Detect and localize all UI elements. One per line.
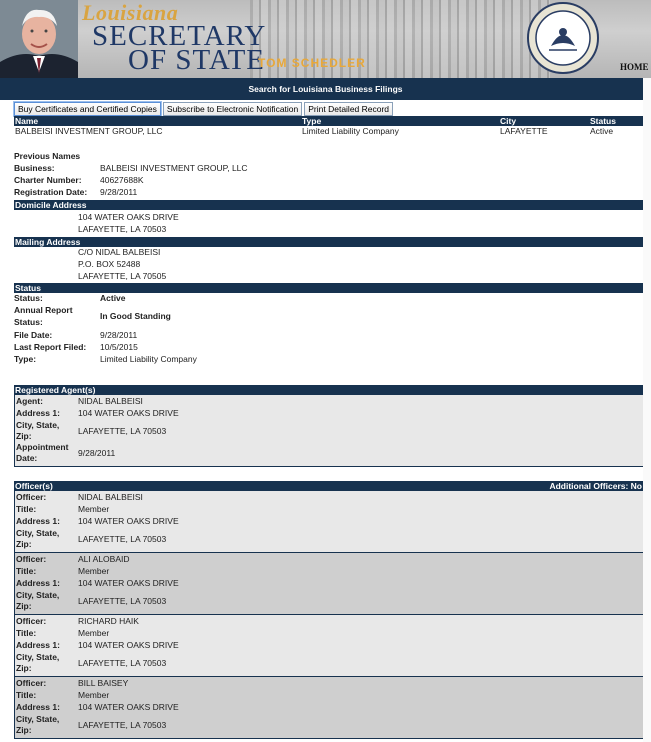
officer-label: Officer: [16,492,47,502]
officer-title-label: Title: [16,566,37,576]
summary-status: Active [590,126,614,136]
charter-value: 40627688K [100,175,144,185]
print-record-button[interactable]: Print Detailed Record [304,102,393,116]
registered-agent-header: Registered Agent(s) [14,385,645,395]
officer-csz-label-1: City, State, [16,714,60,724]
officer-title: Member [78,566,110,576]
officer-address: 104 WATER OAKS DRIVE [78,702,179,712]
agent-name: NIDAL BALBEISI [78,396,143,406]
officer-title: Member [78,628,110,638]
officer-csz-label-2: Zip: [16,663,32,673]
officer-address-label: Address 1: [16,702,60,712]
last-report-label: Last Report Filed: [14,342,87,352]
file-date-value: 9/28/2011 [100,330,138,340]
officers-box [14,491,645,739]
agent-csz-label-2: Zip: [16,431,32,441]
agent-card [15,395,644,466]
officer-address-label: Address 1: [16,578,60,588]
officer-address: 104 WATER OAKS DRIVE [78,516,179,526]
officer-csz-label-1: City, State, [16,590,60,600]
annual-report-value: In Good Standing [100,311,171,321]
charter-label: Charter Number: [14,175,82,185]
status-header: Status [14,283,645,293]
agent-appointment-label-1: Appointment [16,442,69,452]
officer-csz-label-2: Zip: [16,725,32,735]
business-value: BALBEISI INVESTMENT GROUP, LLC [100,163,248,173]
additional-officers: Additional Officers: No [549,481,642,491]
officer-address: 104 WATER OAKS DRIVE [78,640,179,650]
officer-name: ALI ALOBAID [78,554,130,564]
registered-agent-box [14,395,645,467]
summary-data-row [14,126,645,137]
status-label: Status: [14,293,43,303]
officer-csz-label-2: Zip: [16,601,32,611]
domicile-line1: 104 WATER OAKS DRIVE [78,212,179,222]
domicile-line2: LAFAYETTE, LA 70503 [78,224,167,234]
action-buttons [14,101,645,116]
header-title-line1: SECRETARY [92,20,267,52]
record-content [14,101,645,739]
officer-name: NIDAL BALBEISI [78,492,143,502]
officer-title: Member [78,504,110,514]
mailing-address-section [14,247,645,283]
col-name-header: Name [15,116,39,126]
officer-name: BILL BAISEY [78,678,129,688]
officer-title: Member [78,690,110,700]
header-title-line2: OF STATE [128,44,265,76]
state-seal-icon [527,2,599,74]
file-date-label: File Date: [14,330,53,340]
officer-csz: LAFAYETTE, LA 70503 [78,534,167,544]
mailing-address-header: Mailing Address [14,237,645,247]
officer-card [15,553,644,615]
status-section [14,293,645,379]
summary-name: BALBEISI INVESTMENT GROUP, LLC [15,126,163,136]
header-script-title: Louisiana [82,0,179,25]
summary-city: LAFAYETTE [500,126,548,136]
home-link[interactable]: HOME [620,62,649,72]
officer-title-label: Title: [16,690,37,700]
agent-appointment-label-2: Date: [16,453,38,463]
agent-csz-label-1: City, State, [16,420,60,430]
type-label: Type: [14,354,37,364]
registration-value: 9/28/2011 [100,187,138,197]
officer-card [15,491,644,553]
agent-csz: LAFAYETTE, LA 70503 [78,426,167,436]
summary-header-row [14,116,645,126]
officer-name: RICHARD HAIK [78,616,139,626]
col-type-header: Type [302,116,322,126]
summary-type: Limited Liability Company [302,126,399,136]
col-city-header: City [500,116,517,126]
officer-address-label: Address 1: [16,640,60,650]
agent-address-label: Address 1: [16,408,60,418]
officer-csz-label-1: City, State, [16,528,60,538]
officer-card [15,677,644,739]
annual-report-label-2: Status: [14,317,43,327]
status-value: Active [100,293,126,303]
officer-label: Officer: [16,554,47,564]
officer-csz-label-2: Zip: [16,539,32,549]
subscribe-notification-button[interactable]: Subscribe to Electronic Notification [163,102,302,116]
type-value: Limited Liability Company [100,354,197,364]
officers-header [14,481,645,491]
agent-appointment-date: 9/28/2011 [78,448,116,458]
officer-title-label: Title: [16,504,37,514]
officer-label: Officer: [16,616,47,626]
officer-csz: LAFAYETTE, LA 70503 [78,658,167,668]
previous-names-title: Previous Names [14,151,81,161]
officer-label: Officer: [16,678,47,688]
domicile-address-section [14,213,645,237]
officer-title-label: Title: [16,628,37,638]
registration-label: Registration Date: [14,187,88,197]
col-status-header: Status [590,116,616,126]
site-header [0,0,651,78]
mailing-line3: LAFAYETTE, LA 70505 [78,271,167,281]
vertical-scrollbar[interactable] [643,78,651,742]
officer-address: 104 WATER OAKS DRIVE [78,578,179,588]
page-title-bar: Search for Louisiana Business Filings [0,78,651,100]
officer-csz: LAFAYETTE, LA 70503 [78,720,167,730]
officers-title: Officer(s) [15,481,53,491]
officer-csz: LAFAYETTE, LA 70503 [78,596,167,606]
agent-label: Agent: [16,396,43,406]
previous-names-section [14,137,645,213]
domicile-address-header: Domicile Address [14,200,646,210]
last-report-value: 10/5/2015 [100,342,138,352]
agent-address: 104 WATER OAKS DRIVE [78,408,179,418]
officer-address-label: Address 1: [16,516,60,526]
officer-card [15,615,644,677]
buy-certificates-button[interactable]: Buy Certificates and Certified Copies [14,102,161,116]
annual-report-label-1: Annual Report [14,305,73,315]
mailing-line1: C/O NIDAL BALBEISI [78,247,161,257]
official-portrait [0,0,78,78]
business-label: Business: [14,163,55,173]
officer-csz-label-1: City, State, [16,652,60,662]
mailing-line2: P.O. BOX 52488 [78,259,141,269]
official-name: TOM SCHEDLER [258,56,366,70]
